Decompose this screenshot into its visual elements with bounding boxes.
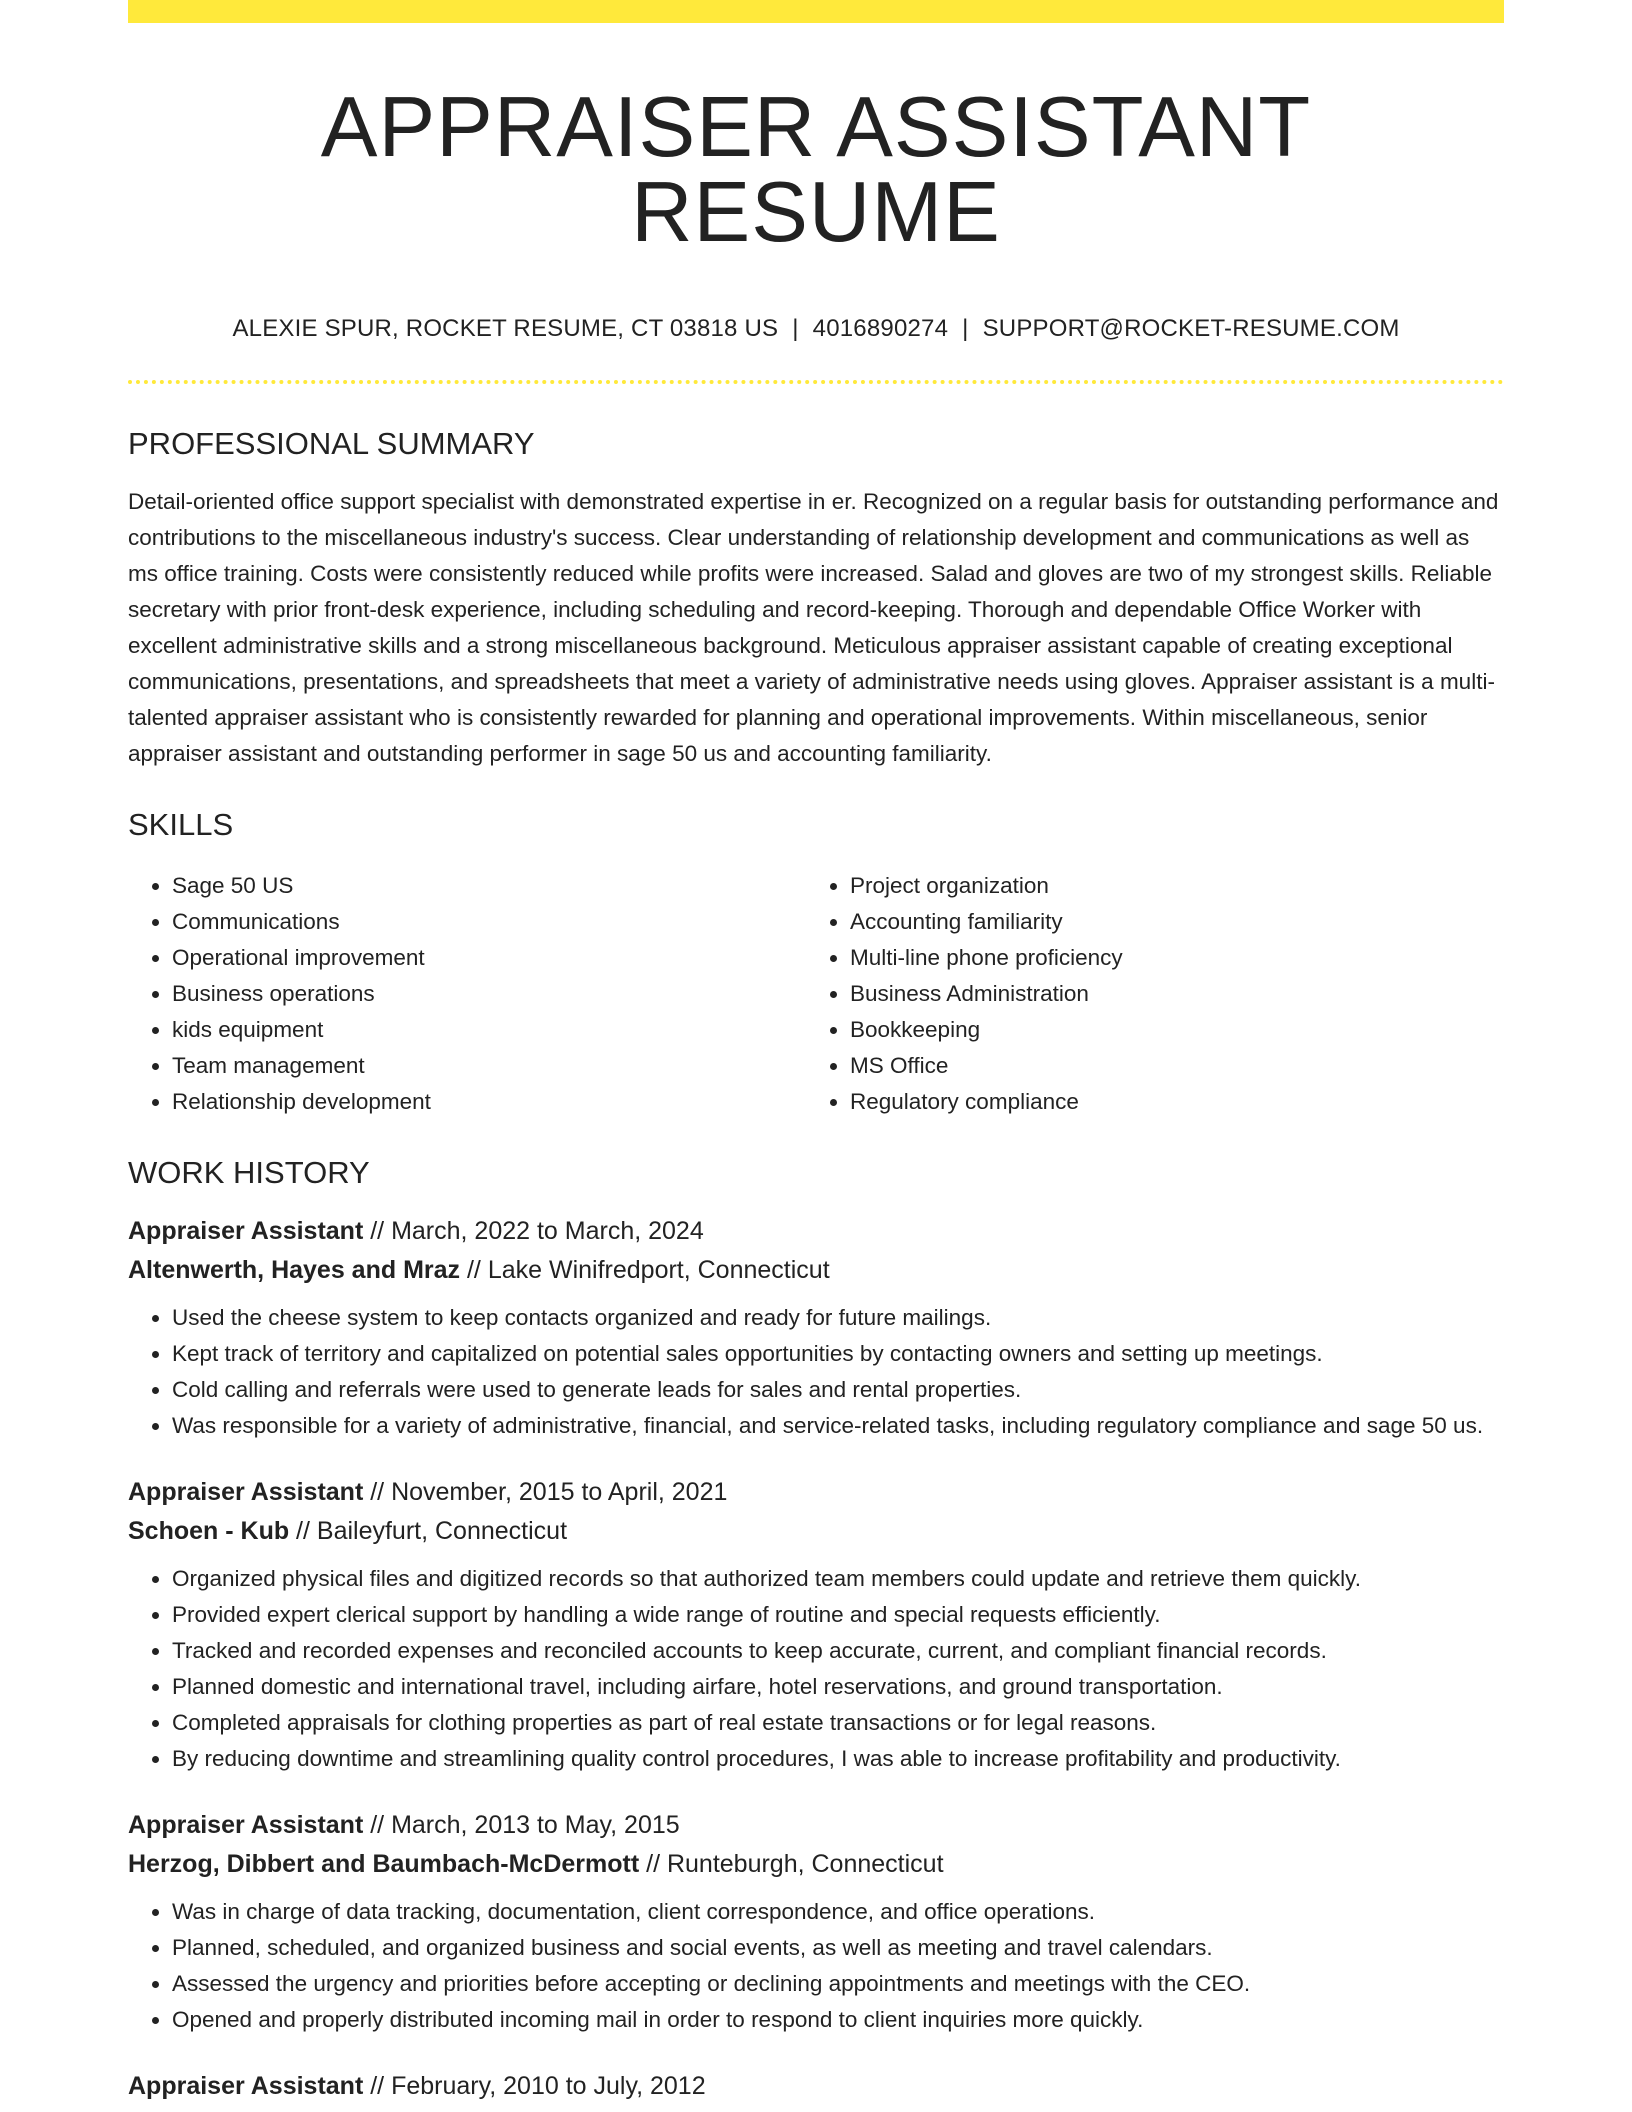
contact-separator: | bbox=[792, 315, 799, 342]
skill-item: • Regulatory compliance bbox=[850, 1084, 1484, 1120]
job-bullet: • Planned domestic and international travel, including airfare, hotel reservations, and ground transportation. bbox=[172, 1669, 1504, 1705]
skill-item: • Team management bbox=[172, 1048, 806, 1084]
job-company: Altenwerth, Hayes and Mraz bbox=[128, 1256, 461, 1284]
summary-heading: PROFESSIONAL SUMMARY bbox=[128, 426, 535, 461]
job-title-line bbox=[128, 1806, 1504, 1845]
job-bullets bbox=[128, 1300, 1504, 1444]
summary-text: Detail-oriented office support specialist with demonstrated expertise in er. Recognized on a regular basis for outstanding performance and contributions to the miscellaneous industry's success. Clear understanding of relationship development and communications as well as ms office training. Costs were consistently reduced while profits were increased. Salad and gloves are two of my strongest skills. Reliable secretary with prior front-desk experience, including scheduling and record-keeping. Thorough and dependable Office Worker with excellent administrative skills and a strong miscellaneous background. Meticulous appraiser assistant capable of creating exceptional communications, presentations, and spreadsheets that meet a variety of administrative needs using gloves. Appraiser assistant is a multi-talented appraiser assistant who is consistently rewarded for planning and operational improvements. Within miscellaneous, senior appraiser assistant and outstanding performer in sage 50 us and accounting familiarity. bbox=[128, 489, 1499, 766]
skill-item: • MS Office bbox=[850, 1048, 1484, 1084]
skill-item: • Communications bbox=[172, 904, 806, 940]
job-entry bbox=[128, 1806, 1504, 2038]
job-bullet: • Used the cheese system to keep contacts organized and ready for future mailings. bbox=[172, 1300, 1504, 1336]
skills-column-right bbox=[806, 868, 1484, 1120]
job-bullets bbox=[128, 1561, 1504, 1777]
skills-grid bbox=[128, 868, 1504, 1120]
job-bullets bbox=[128, 1894, 1504, 2038]
skill-item: • Project organization bbox=[850, 868, 1484, 904]
skill-item: • Business operations bbox=[172, 976, 806, 1012]
job-title: Appraiser Assistant bbox=[128, 2072, 364, 2100]
job-bullet: • Planned, scheduled, and organized business and social events, as well as meeting and travel calendars. bbox=[172, 1930, 1504, 1966]
dotted-divider bbox=[128, 380, 1504, 384]
job-dates: // March, 2013 to May, 2015 bbox=[363, 1811, 680, 1839]
job-company: Herzog, Dibbert and Baumbach-McDermott bbox=[128, 1850, 640, 1878]
job-title-line bbox=[128, 1473, 1504, 1512]
job-bullet: • Was responsible for a variety of administrative, financial, and service-related tasks, including regulatory compliance and sage 50 us. bbox=[172, 1408, 1504, 1444]
skill-item: • Multi-line phone proficiency bbox=[850, 940, 1484, 976]
resume-title: APPRAISER ASSISTANT RESUME bbox=[320, 80, 1312, 260]
job-company-line bbox=[128, 1512, 1504, 1551]
job-company: Schoen - Kub bbox=[128, 1517, 290, 1545]
job-bullet: • Tracked and recorded expenses and reconciled accounts to keep accurate, current, and compliant financial records. bbox=[172, 1633, 1504, 1669]
job-bullet: • Completed appraisals for clothing properties as part of real estate transactions or for legal reasons. bbox=[172, 1705, 1504, 1741]
job-bullet: • Kept track of territory and capitalized on potential sales opportunities by contacting owners and setting up meetings. bbox=[172, 1336, 1504, 1372]
contact-line bbox=[128, 317, 1504, 341]
contact-address: ALEXIE SPUR, ROCKET RESUME, CT 03818 US bbox=[232, 315, 779, 342]
skills-column-left bbox=[128, 868, 806, 1120]
job-dates: // November, 2015 to April, 2021 bbox=[363, 1478, 728, 1506]
job-location: // Baileyfurt, Connecticut bbox=[289, 1517, 568, 1545]
job-dates: // March, 2022 to March, 2024 bbox=[363, 1217, 704, 1245]
skill-item: • Business Administration bbox=[850, 976, 1484, 1012]
job-location: // Runteburgh, Connecticut bbox=[639, 1850, 944, 1878]
job-title-line bbox=[128, 1212, 1504, 1251]
skill-item: • Bookkeeping bbox=[850, 1012, 1484, 1048]
job-dates: // February, 2010 to July, 2012 bbox=[363, 2072, 706, 2100]
job-bullet: • Organized physical files and digitized records so that authorized team members could update and retrieve them quickly. bbox=[172, 1561, 1504, 1597]
job-title-line bbox=[128, 2067, 1504, 2106]
work-history-heading: WORK HISTORY bbox=[128, 1155, 370, 1190]
job-title: Appraiser Assistant bbox=[128, 1217, 364, 1245]
job-title: Appraiser Assistant bbox=[128, 1478, 364, 1506]
contact-separator: | bbox=[962, 315, 969, 342]
job-company-line bbox=[128, 1251, 1504, 1290]
job-entry bbox=[128, 2067, 1504, 2106]
skill-item: • Accounting familiarity bbox=[850, 904, 1484, 940]
job-bullet: • Was in charge of data tracking, documentation, client correspondence, and office operations. bbox=[172, 1894, 1504, 1930]
job-company-line bbox=[128, 1845, 1504, 1884]
contact-email: SUPPORT@ROCKET-RESUME.COM bbox=[982, 315, 1400, 342]
skill-item: • Sage 50 US bbox=[172, 868, 806, 904]
contact-phone: 4016890274 bbox=[812, 315, 949, 342]
job-entry bbox=[128, 1473, 1504, 1777]
job-bullet: • Cold calling and referrals were used to generate leads for sales and rental properties. bbox=[172, 1372, 1504, 1408]
top-accent-bar bbox=[128, 0, 1504, 23]
skill-item: • kids equipment bbox=[172, 1012, 806, 1048]
job-title: Appraiser Assistant bbox=[128, 1811, 364, 1839]
job-location: // Lake Winifredport, Connecticut bbox=[460, 1256, 830, 1284]
job-bullet: • By reducing downtime and streamlining quality control procedures, I was able to increase profitability and productivity. bbox=[172, 1741, 1504, 1777]
job-entry bbox=[128, 1212, 1504, 1444]
skill-item: • Operational improvement bbox=[172, 940, 806, 976]
skills-heading: SKILLS bbox=[128, 807, 234, 842]
resume-page bbox=[128, 0, 1504, 2106]
job-bullet: • Assessed the urgency and priorities before accepting or declining appointments and meetings with the CEO. bbox=[172, 1966, 1504, 2002]
job-bullet: • Opened and properly distributed incoming mail in order to respond to client inquiries more quickly. bbox=[172, 2002, 1504, 2038]
skill-item: • Relationship development bbox=[172, 1084, 806, 1120]
job-bullet: • Provided expert clerical support by handling a wide range of routine and special requests efficiently. bbox=[172, 1597, 1504, 1633]
